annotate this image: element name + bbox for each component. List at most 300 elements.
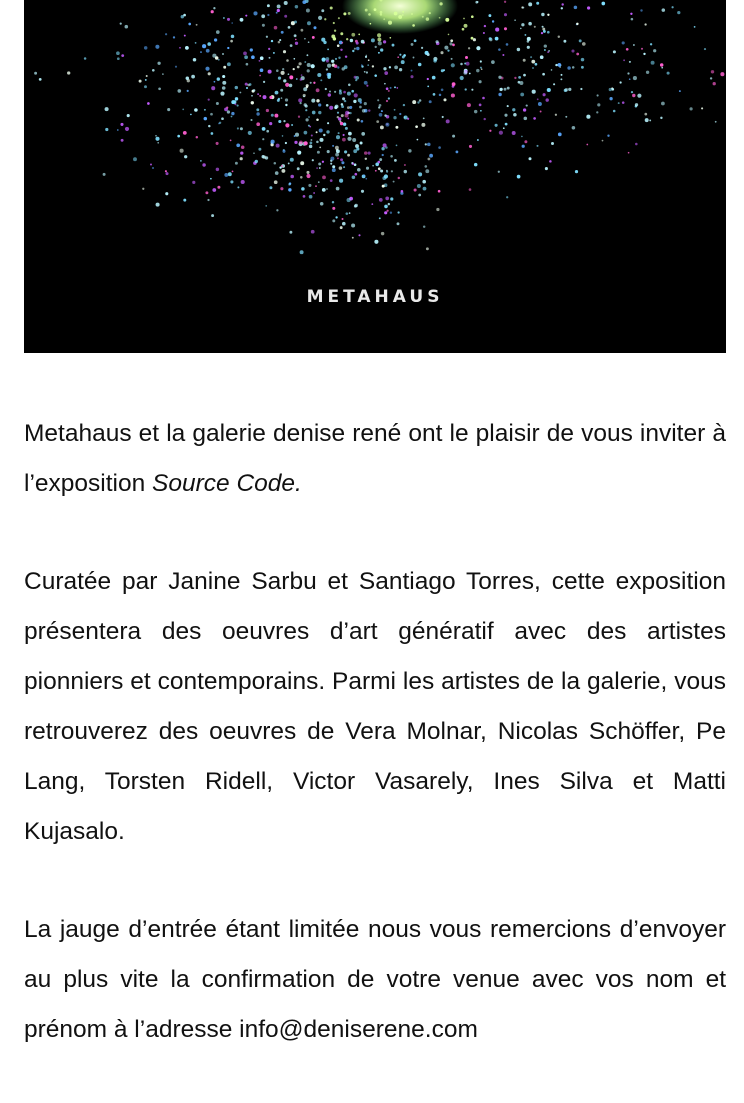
particle-dot <box>339 166 343 170</box>
particle-dot <box>332 145 334 147</box>
particle-dot <box>307 21 311 25</box>
particle-dot <box>541 13 544 16</box>
particle-dot <box>335 153 339 157</box>
particle-dot <box>500 88 503 91</box>
particle-dot <box>379 113 383 117</box>
particle-dot <box>563 40 566 43</box>
particle-dot <box>572 66 575 69</box>
particle-dot <box>613 110 616 113</box>
particle-dot <box>217 77 220 80</box>
particle-dot <box>120 123 123 126</box>
particle-dot <box>318 163 321 166</box>
particle-dot <box>529 157 532 160</box>
particle-dot <box>342 222 346 226</box>
particle-dot <box>498 93 501 96</box>
particle-dot <box>450 39 453 42</box>
particle-dot <box>491 60 495 64</box>
particle-dot <box>266 109 269 112</box>
particle-dot <box>343 91 346 94</box>
particle-dot <box>701 107 703 109</box>
particle-dot <box>601 2 605 6</box>
particle-dot <box>281 31 284 34</box>
paragraph-invitation-text: Metahaus et la galerie denise rené ont le plaisir de vous inviter à l’exposition <box>24 420 726 497</box>
particle-dot <box>177 89 181 93</box>
particle-dot <box>285 142 287 144</box>
particle-dot <box>567 66 571 70</box>
particle-dot <box>505 123 508 126</box>
particle-dot <box>460 76 464 80</box>
particle-dot <box>352 138 356 142</box>
particle-dot <box>311 64 315 68</box>
particle-dot <box>504 1 506 3</box>
particle-dot <box>602 140 604 142</box>
particle-dot <box>299 141 303 145</box>
particle-dot <box>580 88 582 90</box>
particle-dot <box>348 132 352 136</box>
particle-dot <box>543 30 546 33</box>
particle-dot <box>523 59 526 62</box>
particle-dot <box>335 58 337 60</box>
particle-dot <box>330 179 333 182</box>
particle-dot <box>285 98 288 101</box>
particle-dot <box>227 110 230 113</box>
particle-dot <box>439 2 442 5</box>
particle-dot <box>398 177 400 179</box>
particle-dot <box>312 111 316 115</box>
particle-dot <box>326 104 329 107</box>
particle-dot <box>393 181 395 183</box>
particle-dot <box>265 205 267 207</box>
particle-dot <box>576 23 578 25</box>
particle-dot <box>534 26 536 28</box>
particle-dot <box>249 83 252 86</box>
particle-dot <box>339 89 342 92</box>
particle-dot <box>380 13 382 15</box>
particle-dot <box>291 124 293 126</box>
particle-dot <box>343 134 345 136</box>
particle-dot <box>34 72 37 75</box>
particle-dot <box>307 69 310 72</box>
particle-dot <box>155 137 159 141</box>
particle-dot <box>279 39 281 41</box>
particle-dot <box>309 126 311 128</box>
particle-dot <box>231 100 235 104</box>
particle-dot <box>372 65 374 67</box>
particle-dot <box>380 48 383 51</box>
particle-dot <box>329 106 333 110</box>
particle-dot <box>214 81 216 83</box>
particle-dot <box>502 54 504 56</box>
particle-dot <box>192 181 195 184</box>
particle-dot <box>310 82 312 84</box>
particle-dot <box>336 149 340 153</box>
particle-dot <box>631 91 633 93</box>
particle-dot <box>367 64 369 66</box>
particle-dot <box>207 42 211 46</box>
particle-dot <box>357 118 360 121</box>
particle-dot <box>394 159 397 162</box>
particle-dot <box>326 59 329 62</box>
particle-dot <box>216 102 219 105</box>
particle-dot <box>316 119 319 122</box>
particle-dot <box>471 15 474 18</box>
particle-dot <box>186 76 189 79</box>
particle-dot <box>343 123 346 126</box>
particle-dot <box>354 163 357 166</box>
particle-dot <box>694 26 696 28</box>
particle-dot <box>415 125 418 128</box>
particle-dot <box>231 112 234 115</box>
particle-dot <box>489 37 492 40</box>
particle-dot <box>282 150 285 153</box>
particle-dot <box>374 74 377 77</box>
particle-dot <box>280 89 283 92</box>
particle-dot <box>255 160 258 163</box>
particle-dot <box>484 118 486 120</box>
particle-dot <box>382 185 385 188</box>
particle-dot <box>555 64 557 66</box>
particle-dot <box>288 188 291 191</box>
particle-dot <box>394 109 396 111</box>
particle-dot <box>340 226 343 229</box>
particle-dot <box>444 46 448 50</box>
particle-dot <box>644 23 646 25</box>
particle-dot <box>298 98 302 102</box>
particle-dot <box>404 170 407 173</box>
particle-dot <box>504 13 507 16</box>
particle-dot <box>641 48 643 50</box>
particle-dot <box>467 103 471 107</box>
particle-dot <box>288 73 290 75</box>
particle-dot <box>401 60 405 64</box>
particle-dot <box>332 219 335 222</box>
particle-dot <box>713 82 716 85</box>
particle-dot <box>260 68 264 72</box>
particle-dot <box>281 71 285 75</box>
particle-dot <box>193 58 197 62</box>
particle-dot <box>351 90 354 93</box>
particle-dot <box>308 184 311 187</box>
particle-dot <box>389 37 391 39</box>
particle-dot <box>386 170 388 172</box>
particle-dot <box>274 114 278 118</box>
particle-dot <box>531 60 535 64</box>
particle-dot <box>334 91 336 93</box>
particle-dot <box>293 58 295 60</box>
particle-dot <box>326 188 328 190</box>
particle-dot <box>533 117 536 120</box>
particle-dot <box>299 62 302 65</box>
particle-dot <box>581 66 584 69</box>
particle-dot <box>422 16 424 18</box>
particle-dot <box>312 159 314 161</box>
particle-dot <box>312 36 315 39</box>
particle-dot <box>547 14 549 16</box>
particle-dot <box>463 71 467 75</box>
particle-dot <box>227 47 229 49</box>
particle-dot <box>366 85 368 87</box>
particle-dot <box>313 26 316 29</box>
particle-dot <box>342 97 345 100</box>
particle-dot <box>366 71 368 73</box>
particle-dot <box>253 152 255 154</box>
particle-dot <box>184 155 187 158</box>
particle-dot <box>711 70 714 73</box>
particle-dot <box>371 203 373 205</box>
particle-dot <box>623 59 625 61</box>
particle-dot <box>306 171 309 174</box>
particle-dot <box>300 176 303 179</box>
particle-dot <box>339 179 343 183</box>
particle-dot <box>622 101 625 104</box>
particle-dot <box>633 44 635 46</box>
particle-dot <box>582 42 586 46</box>
particle-dot <box>307 63 311 67</box>
particle-dot <box>256 122 260 126</box>
particle-dot <box>438 146 441 149</box>
particle-dot <box>427 86 429 88</box>
particle-dot <box>538 102 542 106</box>
particle-dot <box>370 23 372 25</box>
particle-dot <box>230 140 232 142</box>
particle-dot <box>283 120 285 122</box>
particle-dot <box>155 135 157 137</box>
particle-dot <box>667 72 670 75</box>
particle-dot <box>414 39 417 42</box>
particle-dot <box>517 175 521 179</box>
particle-dot <box>581 58 585 62</box>
particle-dot <box>377 38 381 42</box>
particle-dot <box>542 26 544 28</box>
particle-dot <box>155 45 159 49</box>
particle-dot <box>352 50 354 52</box>
particle-dot <box>365 56 367 58</box>
particle-dot <box>375 170 377 172</box>
particle-dot <box>125 25 129 29</box>
particle-dot <box>704 48 706 50</box>
particle-dot <box>507 87 510 90</box>
particle-dot <box>338 57 340 59</box>
particle-dot <box>266 36 268 38</box>
particle-dot <box>268 48 270 50</box>
particle-dot <box>316 167 318 169</box>
particle-dot <box>269 186 272 189</box>
particle-dot <box>471 89 473 91</box>
particle-dot <box>39 78 42 81</box>
particle-dot <box>354 93 358 97</box>
particle-dot <box>235 162 238 165</box>
particle-dot <box>382 176 386 180</box>
particle-dot <box>629 78 631 80</box>
particle-dot <box>196 24 198 26</box>
particle-dot <box>517 48 520 51</box>
particle-dot <box>351 162 353 164</box>
particle-dot <box>466 62 470 66</box>
particle-dot <box>301 74 303 76</box>
particle-dot <box>245 83 248 86</box>
particle-dot <box>223 66 226 69</box>
particle-dot <box>351 223 355 227</box>
particle-dot <box>322 176 326 180</box>
particle-dot <box>377 33 381 37</box>
particle-dot <box>289 231 292 234</box>
particle-dot <box>394 66 398 70</box>
particle-dot <box>565 116 567 118</box>
particle-dot <box>180 149 184 153</box>
exhibition-title: Source Code. <box>152 470 302 497</box>
particle-dot <box>356 42 359 45</box>
particle-dot <box>334 30 336 32</box>
particle-dot <box>483 32 485 34</box>
particle-dot <box>443 98 446 101</box>
particle-dot <box>355 144 359 148</box>
particle-dot <box>514 77 516 79</box>
particle-dot <box>274 26 278 30</box>
particle-dot <box>439 94 442 97</box>
particle-dot <box>381 147 384 150</box>
particle-dot <box>401 190 404 193</box>
particle-dot <box>386 87 389 90</box>
particle-dot <box>221 117 224 120</box>
particle-dot <box>337 112 339 114</box>
particle-dot <box>271 140 275 144</box>
particle-dot <box>576 53 579 56</box>
particle-dot <box>251 101 254 104</box>
particle-dot <box>465 56 468 59</box>
particle-dot <box>332 168 336 172</box>
particle-dot <box>384 205 388 209</box>
particle-dot <box>524 117 528 121</box>
particle-dot <box>394 12 398 16</box>
particle-dot <box>330 6 333 9</box>
particle-dot <box>185 46 189 50</box>
particle-dot <box>586 144 588 146</box>
particle-dot <box>275 171 279 175</box>
particle-dot <box>267 4 270 7</box>
particle-dot <box>597 94 599 96</box>
particle-dot <box>518 76 521 79</box>
particle-dot <box>456 151 459 154</box>
particle-dot <box>359 106 362 109</box>
particle-dot <box>257 93 259 95</box>
particle-dot <box>388 21 392 25</box>
particle-dot <box>277 99 280 102</box>
particle-dot <box>200 160 202 162</box>
particle-dot <box>150 164 152 166</box>
particle-dot <box>565 88 569 92</box>
particle-dot <box>388 90 390 92</box>
particle-dot <box>191 75 195 79</box>
particle-dot <box>318 111 321 114</box>
particle-dot <box>397 56 399 58</box>
particle-dot <box>378 167 381 170</box>
particle-dot <box>436 208 439 211</box>
particle-dot <box>364 81 368 85</box>
particle-dot <box>258 148 261 151</box>
particle-dot <box>301 29 304 32</box>
particle-dot <box>536 145 538 147</box>
particle-dot <box>306 54 308 56</box>
particle-dot <box>384 114 386 116</box>
particle-dot <box>411 43 414 46</box>
particle-dot <box>263 81 265 83</box>
particle-dot <box>290 44 293 47</box>
particle-dot <box>690 107 693 110</box>
particle-dot <box>447 50 449 52</box>
particle-dot <box>216 168 219 171</box>
particle-dot <box>507 105 509 107</box>
particle-dot <box>542 73 545 76</box>
particle-dot <box>403 54 406 57</box>
particle-dot <box>365 9 368 12</box>
particle-dot <box>240 18 244 22</box>
particle-dot <box>650 43 652 45</box>
particle-dot <box>269 57 271 59</box>
particle-dot <box>632 94 635 97</box>
particle-dot <box>267 14 269 16</box>
particle-dot <box>661 67 663 69</box>
particle-dot <box>395 126 398 129</box>
particle-dot <box>262 24 265 27</box>
particle-dot <box>332 201 334 203</box>
particle-dot <box>259 60 261 62</box>
particle-dot <box>572 126 576 130</box>
particle-dot <box>506 43 509 46</box>
particle-dot <box>251 95 253 97</box>
particle-dot <box>319 167 321 169</box>
particle-dot <box>281 97 283 99</box>
particle-dot <box>227 62 231 66</box>
particle-dot <box>194 108 198 112</box>
particle-dot <box>278 120 281 123</box>
particle-dot <box>520 93 524 97</box>
particle-dot <box>571 49 574 52</box>
particle-dot <box>561 3 563 5</box>
particle-dot <box>212 188 216 192</box>
particle-dot <box>489 130 491 132</box>
particle-dot <box>269 96 272 99</box>
particle-dot <box>404 115 408 119</box>
particle-dot <box>421 123 425 127</box>
particle-dot <box>208 72 211 75</box>
particle-dot <box>679 90 681 92</box>
particle-dot <box>326 68 328 70</box>
particle-dot <box>446 119 450 123</box>
particle-dot <box>343 166 345 168</box>
particle-dot <box>418 172 422 176</box>
particle-dot <box>282 68 284 70</box>
particle-dot <box>341 114 344 117</box>
particle-dot <box>316 88 320 92</box>
particle-dot <box>418 63 422 67</box>
particle-dot <box>259 95 261 97</box>
particle-dot <box>304 61 306 63</box>
particle-dot <box>336 135 340 139</box>
particle-dot <box>284 1 288 5</box>
particle-dot <box>495 124 498 127</box>
particle-dot <box>304 38 306 40</box>
particle-dot <box>182 109 184 111</box>
particle-dot <box>284 15 287 18</box>
particle-dot <box>240 127 243 130</box>
particle-dot <box>633 76 637 80</box>
particle-dot <box>319 147 321 149</box>
particle-dot <box>479 80 482 83</box>
particle-dot <box>660 63 663 66</box>
particle-dot <box>557 63 561 67</box>
particle-dot <box>474 163 478 167</box>
particle-dot <box>288 162 290 164</box>
